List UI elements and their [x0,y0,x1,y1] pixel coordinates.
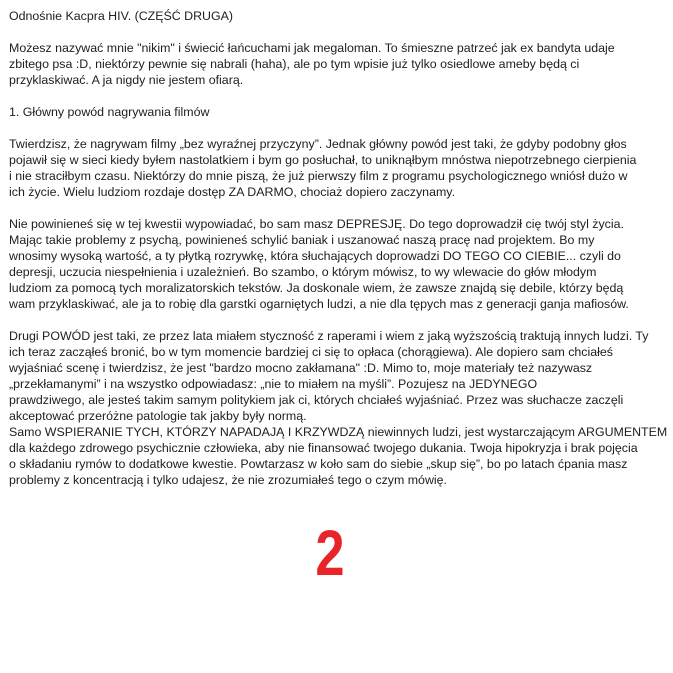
document-body [9,8,669,504]
page-number: 2 [315,517,345,589]
paragraph: Twierdzisz, że nagrywam filmy „bez wyraźnej przyczyny”. Jednak główny powód jest taki, że gdyby podobny głos pojawił się w sieci kiedy byłem nastolatkiem i bym go posłuchał, to uniknąłbym mnóstwa niepotrzebnego cierpienia i nie straciłbym czasu. Niektórzy do mnie piszą, że już pierwszy film z programu psychologicznego wniósł dużo w ich życie. Wielu ludziom rozdaje dostęp ZA DARMO, chociaż dopiero zaczynamy. [9,137,637,199]
paragraph: Samo WSPIERANIE TYCH, KTÓRZY NAPADAJĄ I KRZYWDZĄ niewinnych ludzi, jest wystarczającym ARGUMENTEM dla każdego zdrowego psychicznie człowieka, aby nie finansować twojego dukania. Twoja hipokryzja i brak pojęcia o składaniu rymów to dodatkowe kwestie. Powtarzasz w koło sam do siebie „skup się”, bo po latach ćpania masz problemy z koncentracją i tylko udajesz, że nie zrozumiałeś tego o czym mówię. [9,425,668,487]
section-heading: 1. Główny powód nagrywania filmów [9,105,210,119]
paragraph: Nie powinieneś się w tej kwestii wypowiadać, bo sam masz DEPRESJĘ. Do tego doprowadził cię twój styl życia. Mając takie problemy z psychą, powinieneś schylić baniak i uszanować naszą pracę nad projektem. Bo my wnosimy wysoką wartość, a ty płytką rozrywkę, która słuchających doprowadzi DO TEGO CO CIEBIE... czyli do depresji, uczucia niespełnienia i uzależnień. Bo szambo, o którym mówisz, to wy wlewacie do głów młodym ludziom za pomocą tych moralizatorskich tekstów. Ja doskonale wiem, że zawsze znajdą się debile, którzy będą wam przyklaskiwać, ale ja to robię dla garstki ogarniętych ludzi, a nie dla tępych mas z generacji ganja mafiosów. [9,217,629,311]
document-title: Odnośnie Kacpra HIV. (CZĘŚĆ DRUGA) [9,9,234,23]
paragraph: Możesz nazywać mnie "nikim" i świecić łańcuchami jak megaloman. To śmieszne patrzeć jak ex bandyta udaje zbitego psa :D, niektórzy pewnie się nabrali (haha), ale po tym wpisie już tylko osiedlowe ameby będą ci przyklaskiwać. A ja nigdy nie jestem ofiarą. [9,41,615,87]
paragraph: Drugi POWÓD jest taki, ze przez lata miałem styczność z raperami i wiem z jaką wyższością traktują innych ludzi. Ty ich teraz zacząłeś bronić, bo w tym momencie bardziej ci się to opłaca (chorągiewa). Ale dopiero sam chciałeś wyjaśniać scenę i twierdzisz, że jest "bardzo mocno zakłamana" :D. Mimo to, moje materiały też nazywasz „przekłamanymi” i na wszystko odpowiadasz: „nie to miałem na myśli”. Pozujesz na JEDYNEGO prawdziwego, ale jesteś takim samym politykiem jak ci, których chciałeś wyjaśniać. Przez was słuchacze zaczęli akceptować przeróżne patologie tak jakby były normą. [9,329,649,423]
